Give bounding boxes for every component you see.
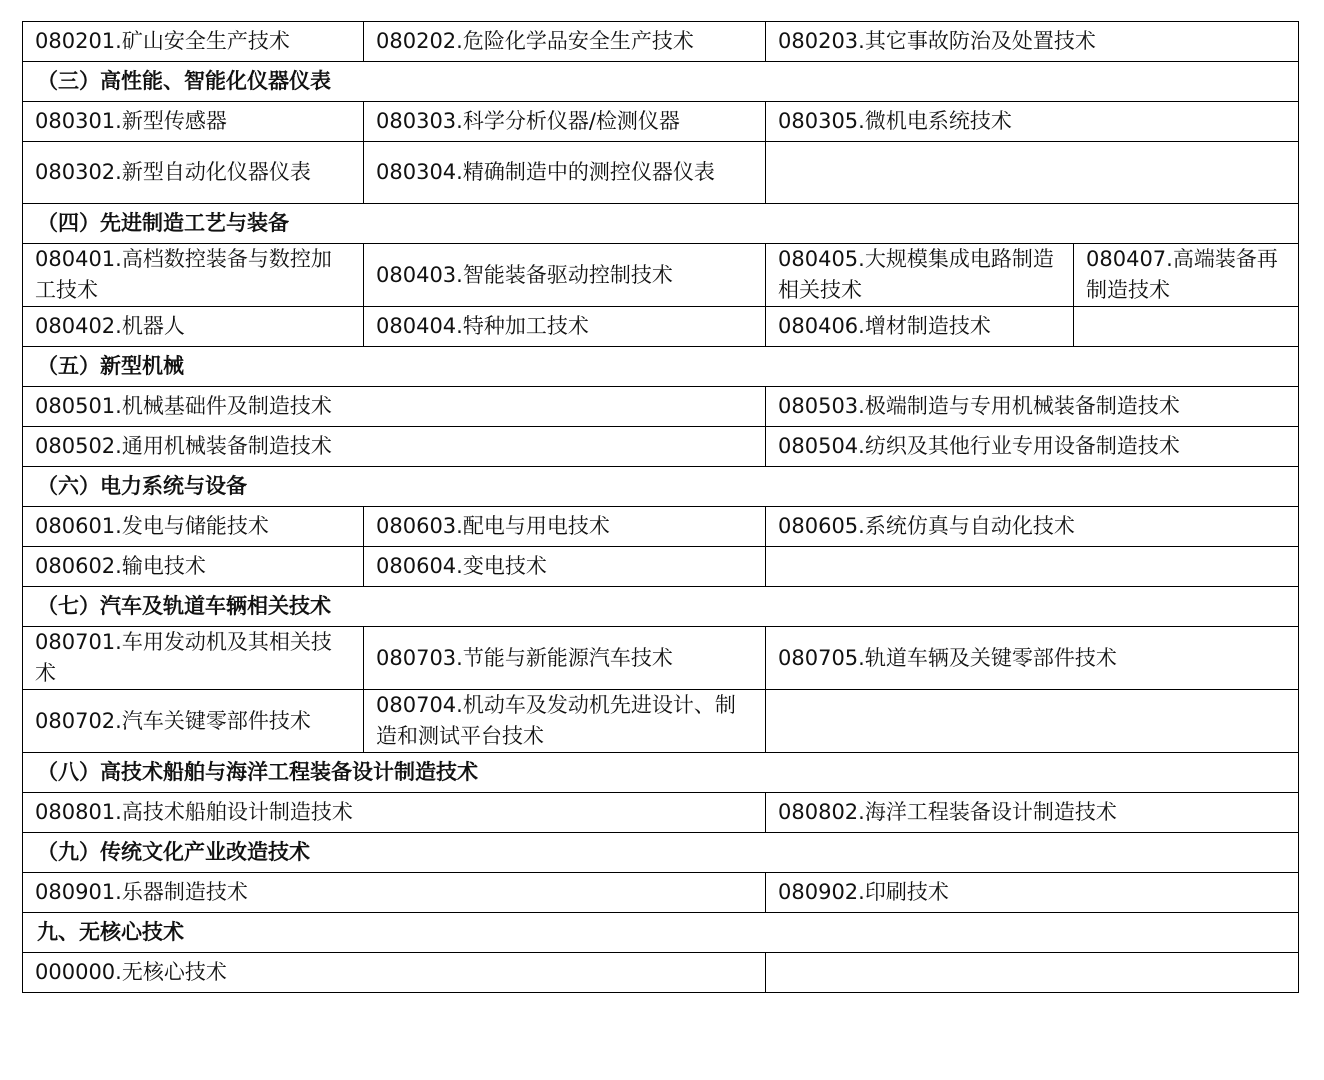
table-cell: 080502.通用机械装备制造技术 <box>23 427 766 467</box>
section-heading-row <box>23 467 1299 507</box>
table-row <box>23 142 1299 204</box>
technology-classification-table <box>22 21 1299 993</box>
section-heading: （五）新型机械 <box>23 347 1299 387</box>
table-cell: 080501.机械基础件及制造技术 <box>23 387 766 427</box>
table-row <box>23 690 1299 753</box>
table-cell: 080504.纺织及其他行业专用设备制造技术 <box>766 427 1299 467</box>
table-cell: 080602.输电技术 <box>23 547 364 587</box>
table-row <box>23 102 1299 142</box>
section-heading-row <box>23 204 1299 244</box>
table-cell <box>1074 307 1299 347</box>
table-row <box>23 307 1299 347</box>
table-row <box>23 627 1299 690</box>
table-cell: 080702.汽车关键零部件技术 <box>23 690 364 753</box>
section-heading-row <box>23 753 1299 793</box>
table-cell: 080201.矿山安全生产技术 <box>23 22 364 62</box>
table-cell: 080605.系统仿真与自动化技术 <box>766 507 1299 547</box>
table-cell: 080303.科学分析仪器/检测仪器 <box>364 102 766 142</box>
table-row <box>23 793 1299 833</box>
section-heading: （七）汽车及轨道车辆相关技术 <box>23 587 1299 627</box>
table-cell: 080203.其它事故防治及处置技术 <box>766 22 1299 62</box>
table-cell: 080406.增材制造技术 <box>766 307 1074 347</box>
table-cell: 080701.车用发动机及其相关技术 <box>23 627 364 690</box>
table-cell <box>766 142 1299 204</box>
section-heading-row <box>23 347 1299 387</box>
table-cell <box>766 953 1299 993</box>
table-row <box>23 387 1299 427</box>
table-cell <box>766 547 1299 587</box>
table-cell: 080801.高技术船舶设计制造技术 <box>23 793 766 833</box>
table-cell <box>766 690 1299 753</box>
table-cell: 080705.轨道车辆及关键零部件技术 <box>766 627 1299 690</box>
section-heading: （六）电力系统与设备 <box>23 467 1299 507</box>
section-heading: 九、无核心技术 <box>23 913 1299 953</box>
table-cell: 080405.大规模集成电路制造相关技术 <box>766 244 1074 307</box>
table-cell: 080402.机器人 <box>23 307 364 347</box>
section-heading-row <box>23 587 1299 627</box>
table-cell: 080301.新型传感器 <box>23 102 364 142</box>
section-heading-row <box>23 833 1299 873</box>
table-cell: 080703.节能与新能源汽车技术 <box>364 627 766 690</box>
table-row <box>23 547 1299 587</box>
table-cell: 080401.高档数控装备与数控加工技术 <box>23 244 364 307</box>
table-cell: 080304.精确制造中的测控仪器仪表 <box>364 142 766 204</box>
table-cell: 080802.海洋工程装备设计制造技术 <box>766 793 1299 833</box>
table-cell: 080403.智能装备驱动控制技术 <box>364 244 766 307</box>
table-row <box>23 953 1299 993</box>
table-cell: 080704.机动车及发动机先进设计、制造和测试平台技术 <box>364 690 766 753</box>
table-cell: 080305.微机电系统技术 <box>766 102 1299 142</box>
table-row <box>23 22 1299 62</box>
table-cell: 080407.高端装备再制造技术 <box>1074 244 1299 307</box>
table-row <box>23 507 1299 547</box>
section-heading: （九）传统文化产业改造技术 <box>23 833 1299 873</box>
table-cell: 080604.变电技术 <box>364 547 766 587</box>
section-heading: （八）高技术船舶与海洋工程装备设计制造技术 <box>23 753 1299 793</box>
table-row <box>23 873 1299 913</box>
table-cell: 080503.极端制造与专用机械装备制造技术 <box>766 387 1299 427</box>
table-cell: 000000.无核心技术 <box>23 953 766 993</box>
table-cell: 080601.发电与储能技术 <box>23 507 364 547</box>
section-heading-row <box>23 913 1299 953</box>
table-cell: 080603.配电与用电技术 <box>364 507 766 547</box>
section-heading: （三）高性能、智能化仪器仪表 <box>23 62 1299 102</box>
table-row <box>23 427 1299 467</box>
table-cell: 080404.特种加工技术 <box>364 307 766 347</box>
table-cell: 080202.危险化学品安全生产技术 <box>364 22 766 62</box>
table-row <box>23 244 1299 307</box>
table-cell: 080901.乐器制造技术 <box>23 873 766 913</box>
table-cell: 080302.新型自动化仪器仪表 <box>23 142 364 204</box>
table-cell: 080902.印刷技术 <box>766 873 1299 913</box>
section-heading-row <box>23 62 1299 102</box>
section-heading: （四）先进制造工艺与装备 <box>23 204 1299 244</box>
